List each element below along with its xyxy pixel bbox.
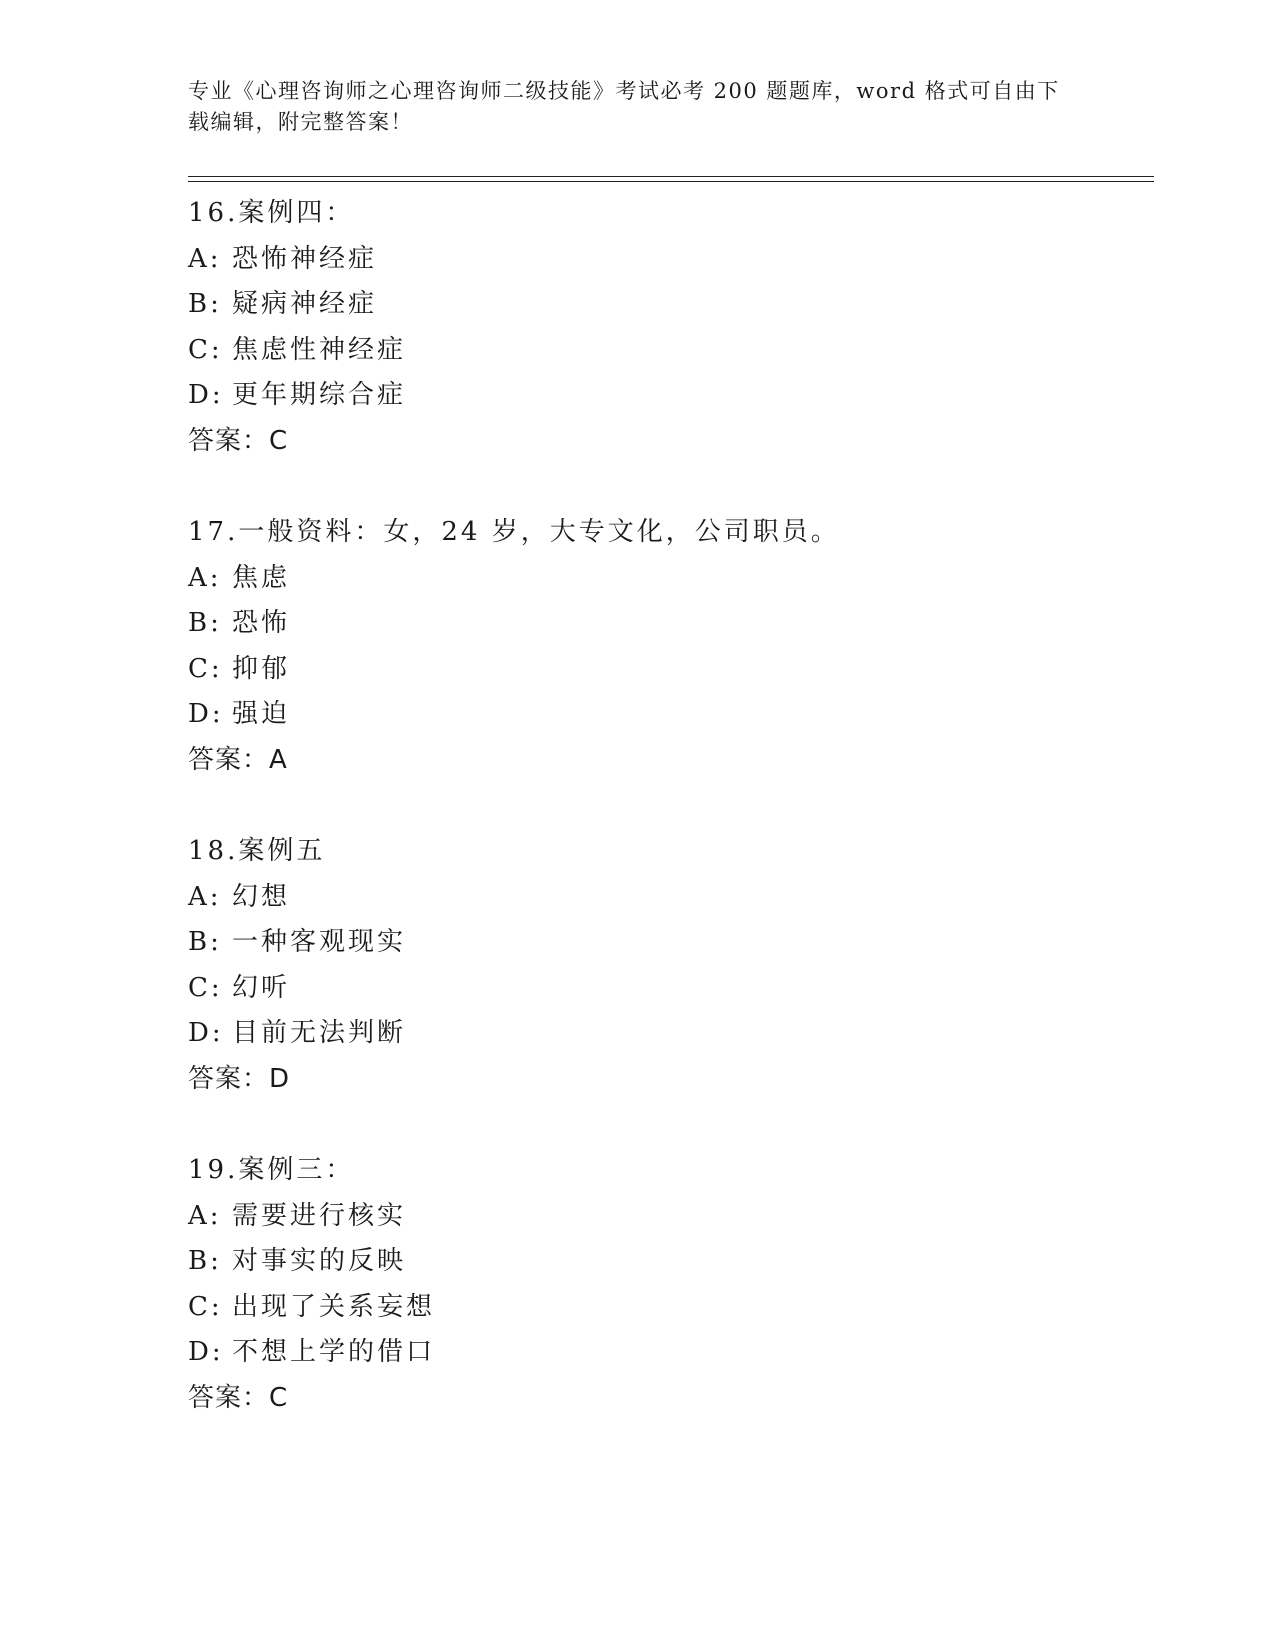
- option-key: D:: [188, 1018, 224, 1048]
- option-b: [188, 1239, 1148, 1285]
- option-text: 目前无法判断: [232, 1018, 407, 1048]
- option-key: C:: [188, 972, 223, 1003]
- option-text: 对事实的反映: [232, 1246, 407, 1276]
- option-text: 更年期综合症: [232, 380, 407, 410]
- option-a: [188, 237, 1148, 283]
- option-key: D:: [188, 380, 224, 410]
- answer: 答案：C: [188, 425, 289, 456]
- option-key: B:: [188, 1246, 222, 1276]
- header-divider-bottom: [188, 181, 1154, 182]
- option-d: [188, 1330, 1148, 1376]
- option-text: 需要进行核实: [232, 1200, 407, 1231]
- option-c: [188, 1285, 1148, 1331]
- option-c: [188, 647, 1148, 693]
- option-a: [188, 1194, 1148, 1240]
- option-key: A:: [188, 562, 222, 593]
- option-key: A:: [188, 243, 222, 274]
- option-key: B:: [188, 927, 222, 957]
- document-intro: 专业《心理咨询师之心理咨询师二级技能》考试必考 200 题题库，word 格式可自由下载编辑，附完整答案！: [188, 79, 1060, 134]
- question-17: [188, 510, 1148, 783]
- option-c: [188, 966, 1148, 1012]
- option-key: A:: [188, 881, 222, 912]
- option-key: A:: [188, 1200, 222, 1231]
- option-text: 出现了关系妄想: [232, 1291, 436, 1322]
- question-18: [188, 829, 1148, 1102]
- option-text: 幻想: [232, 881, 291, 912]
- question-19: [188, 1148, 1148, 1421]
- option-text: 一种客观现实: [232, 927, 407, 957]
- option-a: [188, 875, 1148, 921]
- question-stem: 19.案例三：: [188, 1155, 355, 1185]
- option-d: [188, 692, 1148, 738]
- option-key: D:: [188, 1337, 224, 1367]
- option-text: 抑郁: [232, 653, 291, 684]
- option-a: [188, 556, 1148, 602]
- option-key: C:: [188, 653, 223, 684]
- option-text: 恐怖: [232, 608, 291, 638]
- option-key: B:: [188, 608, 222, 638]
- question-stem: 17.一般资料：女，24 岁，大专文化，公司职员。: [188, 517, 840, 547]
- option-d: [188, 1011, 1148, 1057]
- option-b: [188, 282, 1148, 328]
- answer: 答案：A: [188, 744, 288, 775]
- option-key: D:: [188, 699, 224, 729]
- option-text: 焦虑: [232, 562, 291, 593]
- option-text: 疑病神经症: [232, 289, 378, 319]
- answer: 答案：C: [188, 1382, 289, 1413]
- option-key: B:: [188, 289, 222, 319]
- option-key: C:: [188, 1291, 223, 1322]
- answer: 答案：D: [188, 1063, 291, 1094]
- option-text: 幻听: [232, 972, 291, 1003]
- option-d: [188, 373, 1148, 419]
- option-text: 恐怖神经症: [232, 243, 378, 274]
- option-text: 焦虑性神经症: [232, 334, 407, 365]
- option-b: [188, 601, 1148, 647]
- option-b: [188, 920, 1148, 966]
- option-text: 强迫: [232, 699, 291, 729]
- question-stem: 16.案例四：: [188, 198, 355, 228]
- header-divider-top: [188, 176, 1154, 177]
- option-c: [188, 328, 1148, 374]
- option-key: C:: [188, 334, 223, 365]
- option-text: 不想上学的借口: [232, 1337, 436, 1367]
- question-16: [188, 191, 1148, 464]
- question-stem: 18.案例五: [188, 836, 326, 866]
